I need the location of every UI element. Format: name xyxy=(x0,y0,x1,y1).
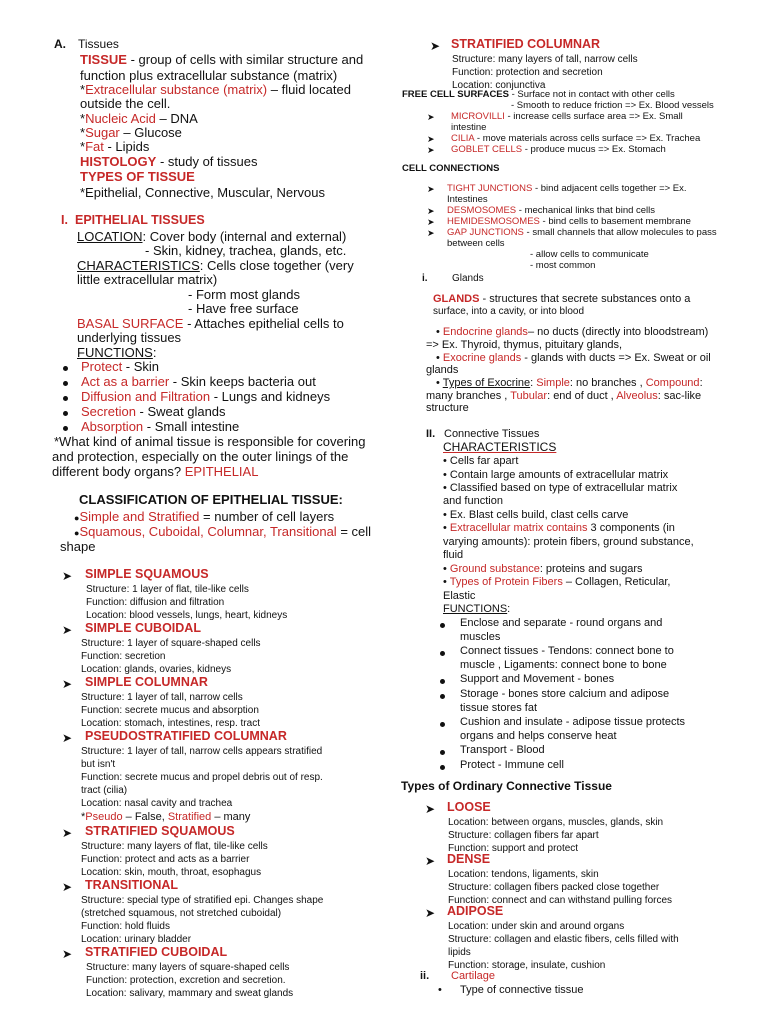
ct-char-item: • Classified based on type of extracellular matrix xyxy=(443,482,678,494)
simple-cuboidal-heading: SIMPLE CUBOIDAL xyxy=(85,621,201,635)
arrow-icon: ➤ xyxy=(62,880,73,894)
ct-function-item-cont: tissue stores fat xyxy=(460,702,538,714)
section-letter: A. xyxy=(54,37,66,51)
tr-function: Function: hold fluids xyxy=(81,921,170,932)
gap-junction-line-4: - most common xyxy=(530,260,596,271)
ct-function-item-cont: organs and helps conserve heat xyxy=(460,730,617,742)
sugar-line: *Sugar – Glucose xyxy=(80,125,182,140)
tissues-label: Tissues xyxy=(78,37,119,51)
endocrine-line-2: => Ex. Thyroid, thymus, pituitary glands, xyxy=(426,339,623,351)
sts-location: Location: skin, mouth, throat, esophagus xyxy=(81,867,262,878)
stc-function: Function: protection, excretion and secretion. xyxy=(86,975,286,986)
ct-char-item: • Extracellular matrix contains 3 components (in xyxy=(443,522,675,534)
microvilli-line-2: intestine xyxy=(451,122,487,133)
arrow-icon: ➤ xyxy=(430,39,441,53)
question-line-2: and protection, especially on the outer linings of the xyxy=(52,449,349,464)
bullet-dot xyxy=(63,396,68,401)
location-line: LOCATION: Cover body (internal and external) xyxy=(77,229,347,244)
sc-location: Location: glands, ovaries, kidneys xyxy=(81,664,232,675)
ct-function-item: Protect - Immune cell xyxy=(460,759,564,771)
classification-heading: CLASSIFICATION OF EPITHELIAL TISSUE: xyxy=(79,492,343,507)
scol-structure: Structure: 1 layer of tall, narrow cells xyxy=(81,692,243,703)
histology-line: HISTOLOGY - study of tissues xyxy=(80,154,258,169)
epi-heading: EPITHELIAL TISSUES xyxy=(75,213,205,227)
stcol-function: Function: protection and secretion xyxy=(452,67,603,78)
types-exocrine-line-2: many branches , Tubular: end of duct , Alveolus: sac-like xyxy=(426,390,702,402)
cartilage-label: Cartilage xyxy=(451,970,496,982)
stcol-structure: Structure: many layers of tall, narrow cells xyxy=(452,54,638,65)
ct-char-item: • Types of Protein Fibers – Collagen, Reticular, xyxy=(443,576,671,588)
ct-char-item: • Ground substance: proteins and sugars xyxy=(443,563,643,575)
ct-char-item: • Ex. Blast cells build, clast cells carve xyxy=(443,509,629,521)
adipose-heading: ADIPOSE xyxy=(447,904,504,918)
free-cell-line: FREE CELL SURFACES - Surface not in contact with other cells xyxy=(402,89,675,100)
cartilage-bullet: • xyxy=(438,984,442,996)
ct-char-item-cont: and function xyxy=(443,495,503,507)
char-line-3: - Form most glands xyxy=(188,287,300,302)
ct-char-item: • Cells far apart xyxy=(443,455,519,467)
bullet-dot xyxy=(63,426,68,431)
transitional-heading: TRANSITIONAL xyxy=(85,878,179,892)
char-line: CHARACTERISTICS: Cells close together (very xyxy=(77,258,354,273)
scol-location: Location: stomach, intestines, resp. tract xyxy=(81,718,260,729)
function-item: Protect - Skin xyxy=(81,359,160,374)
stratified-squamous-heading: STRATIFIED SQUAMOUS xyxy=(85,824,235,838)
stc-location: Location: salivary, mammary and sweat glands xyxy=(86,988,294,999)
arrow-icon: ➤ xyxy=(62,677,73,691)
ct-functions-label: FUNCTIONS: xyxy=(443,603,511,615)
fat-line: *Fat - Lipids xyxy=(80,139,150,154)
arrow-icon: ➤ xyxy=(62,826,73,840)
epi-num: I. xyxy=(61,213,68,227)
functions-label: FUNCTIONS: xyxy=(77,345,157,360)
ct-label: Connective Tissues xyxy=(444,428,540,440)
adipose-function: Function: storage, insulate, cushion xyxy=(448,960,606,971)
simple-squamous-heading: SIMPLE SQUAMOUS xyxy=(85,567,209,581)
question-line-1: *What kind of animal tissue is responsible for covering xyxy=(54,434,366,449)
goblet-line: GOBLET CELLS - produce mucus => Ex. Stomach xyxy=(451,144,666,155)
bullet-dot xyxy=(63,366,68,371)
sts-structure: Structure: many layers of flat, tile-like cells xyxy=(81,841,268,852)
glands-label: Glands xyxy=(452,273,484,284)
arrow-icon: ➤ xyxy=(425,802,436,816)
simple-columnar-heading: SIMPLE COLUMNAR xyxy=(85,675,208,689)
adipose-location: Location: under skin and around organs xyxy=(448,921,625,932)
char-line-4: - Have free surface xyxy=(188,301,299,316)
ct-function-item: Cushion and insulate - adipose tissue protects xyxy=(460,716,686,728)
adipose-structure: Structure: collagen and elastic fibers, cells filled with xyxy=(448,934,679,945)
ct-num: II. xyxy=(426,428,436,440)
loose-function: Function: support and protect xyxy=(448,843,579,854)
arrow-icon: ➤ xyxy=(427,228,435,238)
arrow-icon: ➤ xyxy=(427,134,435,144)
ps-function: Function: secrete mucus and propel debris out of resp. xyxy=(81,772,323,783)
ps-function-cont: tract (cilia) xyxy=(81,785,128,796)
classification-item-cont: shape xyxy=(60,539,96,554)
scol-function: Function: secrete mucus and absorption xyxy=(81,705,259,716)
stcol-location: Location: conjunctiva xyxy=(452,80,546,91)
bullet-dot xyxy=(440,765,445,770)
question-line-3: different body organs? EPITHELIAL xyxy=(52,464,259,479)
ct-function-item: Connect tissues - Tendons: connect bone to xyxy=(460,645,674,657)
location-line-2: - Skin, kidney, trachea, glands, etc. xyxy=(145,243,347,258)
ct-function-item: Enclose and separate - round organs and xyxy=(460,617,663,629)
bullet-dot xyxy=(63,381,68,386)
tissue-def-line-2: function plus extracellular substance (matrix) xyxy=(80,68,338,83)
arrow-icon: ➤ xyxy=(425,906,436,920)
arrow-icon: ➤ xyxy=(62,947,73,961)
arrow-icon: ➤ xyxy=(427,206,435,216)
ct-function-item-cont: muscle , Ligaments: connect bone to bone xyxy=(460,659,667,671)
arrow-icon: ➤ xyxy=(427,112,435,122)
stc-structure: Structure: many layers of square-shaped cells xyxy=(86,962,290,973)
ct-characteristics: CHARACTERISTICS xyxy=(443,440,557,454)
types-exocrine-line: • Types of Exocrine: Simple: no branches , Compound: xyxy=(436,377,703,389)
tight-junction-line: TIGHT JUNCTIONS - bind adjacent cells together => Ex. xyxy=(447,183,687,194)
function-item: Diffusion and Filtration - Lungs and kidneys xyxy=(81,389,331,404)
nucleic-line: *Nucleic Acid – DNA xyxy=(80,111,198,126)
arrow-icon: ➤ xyxy=(427,217,435,227)
pseudostratified-heading: PSEUDOSTRATIFIED COLUMNAR xyxy=(85,729,287,743)
bullet-dot xyxy=(440,722,445,727)
extracellular-line-2: outside the cell. xyxy=(80,96,171,111)
arrow-icon: ➤ xyxy=(427,145,435,155)
free-cell-line-2: - Smooth to reduce friction => Ex. Blood vessels xyxy=(511,100,714,111)
dense-structure: Structure: collagen fibers packed close together xyxy=(448,882,660,893)
function-item: Act as a barrier - Skin keeps bacteria out xyxy=(81,374,316,389)
cartilage-num: ii. xyxy=(420,970,430,982)
types-list: *Epithelial, Connective, Muscular, Nervous xyxy=(80,185,325,200)
sts-function: Function: protect and acts as a barrier xyxy=(81,854,250,865)
loose-structure: Structure: collagen fibers far apart xyxy=(448,830,599,841)
arrow-icon: ➤ xyxy=(425,854,436,868)
loose-heading: LOOSE xyxy=(447,800,491,814)
types-exocrine-line-3: structure xyxy=(426,402,469,414)
arrow-icon: ➤ xyxy=(62,623,73,637)
hemidesmosome-line: HEMIDESMOSOMES - bind cells to basement membrane xyxy=(447,216,691,227)
cartilage-def: Type of connective tissue xyxy=(460,984,584,996)
ss-location: Location: blood vessels, lungs, heart, kidneys xyxy=(86,610,288,621)
gap-junction-line-3: - allow cells to communicate xyxy=(530,249,649,260)
ps-location: Location: nasal cavity and trachea xyxy=(81,798,233,809)
dense-heading: DENSE xyxy=(447,852,491,866)
function-item: Absorption - Small intestine xyxy=(81,419,240,434)
ss-function: Function: diffusion and filtration xyxy=(86,597,225,608)
ct-function-item: Storage - bones store calcium and adipose xyxy=(460,688,670,700)
types-heading: TYPES OF TISSUE xyxy=(80,169,195,184)
ps-structure: Structure: 1 layer of tall, narrow cells appears stratified xyxy=(81,746,323,757)
ct-function-item: Support and Movement - bones xyxy=(460,673,615,685)
bullet-dot xyxy=(440,750,445,755)
glands-line: GLANDS - structures that secrete substances onto a xyxy=(433,293,691,305)
ps-structure-cont: but isn't xyxy=(81,759,116,770)
basal-line-2: underlying tissues xyxy=(77,330,182,345)
ss-structure: Structure: 1 layer of flat, tile-like cells xyxy=(86,584,249,595)
tr-structure-cont: (stretched squamous, not stretched cuboidal) xyxy=(81,908,282,919)
bullet-dot xyxy=(63,411,68,416)
extracellular-line: *Extracellular substance (matrix) – fluid located xyxy=(80,82,351,97)
arrow-icon: ➤ xyxy=(427,184,435,194)
stratified-columnar-heading: STRATIFIED COLUMNAR xyxy=(451,37,601,51)
basal-line: BASAL SURFACE - Attaches epithelial cells to xyxy=(77,316,344,331)
adipose-structure-cont: lipids xyxy=(448,947,471,958)
microvilli-line: MICROVILLI - increase cells surface area => Ex. Small xyxy=(451,111,683,122)
glands-num: i. xyxy=(422,273,428,284)
sc-structure: Structure: 1 layer of square-shaped cells xyxy=(81,638,261,649)
char-line-2: little extracellular matrix) xyxy=(77,272,218,287)
loose-location: Location: between organs, muscles, glands, skin xyxy=(448,817,664,828)
tr-structure: Structure: special type of stratified epi. Changes shape xyxy=(81,895,324,906)
cell-connections-heading: CELL CONNECTIONS xyxy=(402,163,500,174)
tight-junction-line-2: Intestines xyxy=(447,194,488,205)
bullet-dot xyxy=(440,623,445,628)
ps-note: *Pseudo – False, Stratified – many xyxy=(81,811,251,823)
arrow-icon: ➤ xyxy=(62,731,73,745)
bullet-dot xyxy=(440,694,445,699)
ct-function-item: Transport - Blood xyxy=(460,744,545,756)
endocrine-line: • Endocrine glands– no ducts (directly into bloodstream) xyxy=(436,326,709,338)
gap-junction-line: GAP JUNCTIONS - small channels that allow molecules to pass xyxy=(447,227,717,238)
classification-item: ●Squamous, Cuboidal, Columnar, Transitional = cell xyxy=(74,524,372,539)
exocrine-line-2: glands xyxy=(426,364,459,376)
ct-char-item-cont: varying amounts): protein fibers, ground substance, xyxy=(443,536,694,548)
function-item: Secretion - Sweat glands xyxy=(81,404,226,419)
ct-char-item-cont: fluid xyxy=(443,549,464,561)
ct-function-item-cont: muscles xyxy=(460,631,501,643)
tr-location: Location: urinary bladder xyxy=(81,934,192,945)
tissue-def-line: TISSUE - group of cells with similar structure and xyxy=(80,52,364,67)
ct-char-item: • Contain large amounts of extracellular matrix xyxy=(443,469,669,481)
arrow-icon: ➤ xyxy=(62,569,73,583)
bullet-dot xyxy=(440,651,445,656)
ct-char-item-cont: Elastic xyxy=(443,590,476,602)
cilia-line: CILIA - move materials across cells surface => Ex. Trachea xyxy=(451,133,701,144)
desmosome-line: DESMOSOMES - mechanical links that bind cells xyxy=(447,205,656,216)
dense-location: Location: tendons, ligaments, skin xyxy=(448,869,599,880)
classification-item: ●Simple and Stratified = number of cell layers xyxy=(74,509,335,524)
exocrine-line: • Exocrine glands - glands with ducts => Ex. Sweat or oil xyxy=(436,352,711,364)
stratified-cuboidal-heading: STRATIFIED CUBOIDAL xyxy=(85,945,228,959)
dense-function: Function: connect and can withstand pulling forces xyxy=(448,895,673,906)
bullet-dot xyxy=(440,679,445,684)
gap-junction-line-2: between cells xyxy=(447,238,505,249)
glands-line-2: surface, into a cavity, or into blood xyxy=(433,306,585,317)
sc-function: Function: secretion xyxy=(81,651,166,662)
ordinary-ct-heading: Types of Ordinary Connective Tissue xyxy=(401,779,612,793)
